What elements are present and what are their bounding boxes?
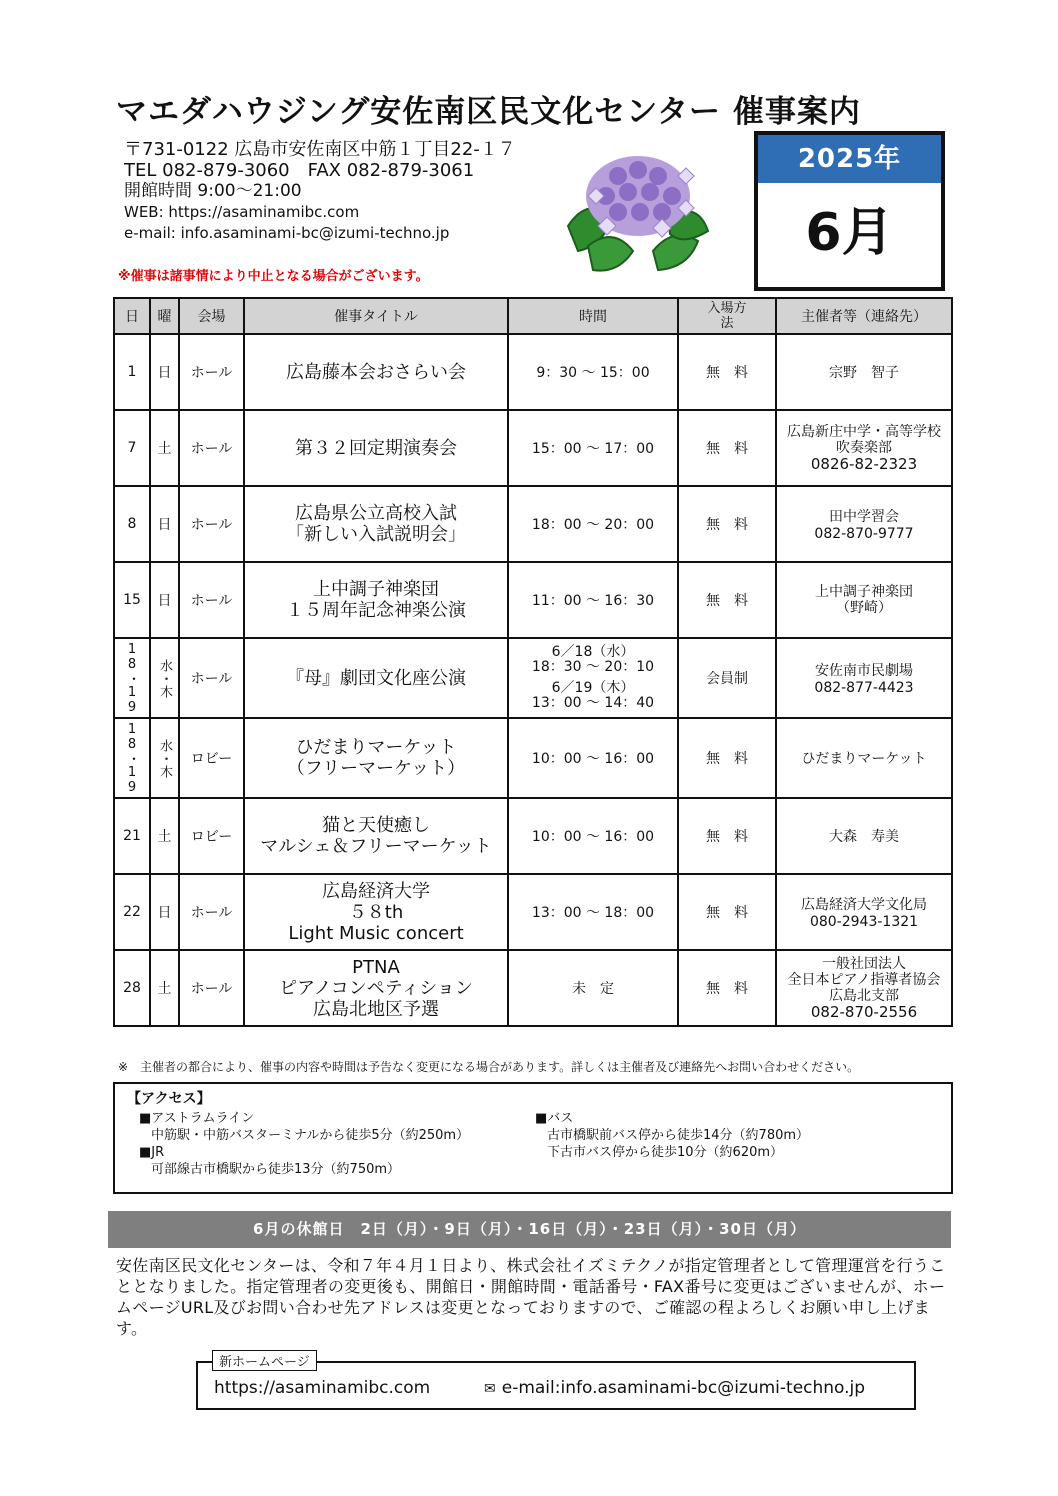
- cell-time: 11：00 〜 16：30: [508, 562, 678, 638]
- cell-time: 10：00 〜 16：00: [508, 798, 678, 874]
- website: WEB: https://asaminamibc.com: [124, 203, 360, 221]
- header-day: 日: [114, 298, 150, 334]
- header-venue: 会場: [179, 298, 244, 334]
- organizer-line: （野崎）: [836, 600, 892, 616]
- cell-time: 13：00 〜 18：00: [508, 874, 678, 950]
- title-line: 広島県公立高校入試: [295, 503, 457, 524]
- table-row: [114, 486, 952, 562]
- cell-day: 18・19: [114, 718, 150, 798]
- cell-day: 22: [114, 874, 150, 950]
- organizer-line: 広島経済大学文化局: [801, 897, 927, 913]
- cell-weekday: 日: [150, 334, 179, 410]
- table-row: [114, 638, 952, 718]
- astram-label: ■アストラムライン: [139, 1111, 255, 1126]
- table-row: [114, 874, 952, 950]
- cell-entry: 無 料: [678, 798, 776, 874]
- table-row: [114, 798, 952, 874]
- homepage-email[interactable]: [484, 1378, 865, 1398]
- table-row: [114, 334, 952, 410]
- cell-title: [244, 562, 508, 638]
- cell-time: 10：00 〜 16：00: [508, 718, 678, 798]
- cell-day: 1: [114, 334, 150, 410]
- cell-organizer: [776, 486, 952, 562]
- cell-time: 15：00 〜 17：00: [508, 410, 678, 486]
- header-entry: [678, 298, 776, 334]
- cell-day: 7: [114, 410, 150, 486]
- cell-title: 第３２回定期演奏会: [244, 410, 508, 486]
- header-entry-label: 入場方法: [707, 301, 747, 331]
- cell-venue: ホール: [179, 334, 244, 410]
- table-row: [114, 718, 952, 798]
- cell-organizer: [776, 950, 952, 1026]
- cell-organizer: [776, 410, 952, 486]
- title-line: マルシェ＆フリーマーケット: [260, 836, 492, 857]
- jr-text: 可部線古市橋駅から徒歩13分（約750m）: [151, 1162, 401, 1177]
- jr-label: ■JR: [139, 1145, 165, 1160]
- management-notice: 安佐南区民文化センターは、令和７年４月１日より、株式会社イズミテクノが指定管理者として管理運営を行うこととなりました。指定管理者の変更後も、開館日・開館時間・電話番号・FAX番号に変更はございませんが、ホームページURL及びお問い合わせ先アドレスは変更となっておりますので、ご確認の程よろしくお願い申し上げます。: [116, 1256, 946, 1338]
- organizer-phone: 082-870-9777: [814, 526, 914, 542]
- access-rail: [139, 1110, 469, 1178]
- cell-venue: ホール: [179, 410, 244, 486]
- tel-fax: TEL 082-879-3060 FAX 082-879-3061: [124, 160, 475, 181]
- cell-weekday: 土: [150, 950, 179, 1026]
- cell-weekday: 水・木: [150, 718, 179, 798]
- table-row: [114, 950, 952, 1026]
- cell-day: 8: [114, 486, 150, 562]
- title-line: PTNA: [352, 956, 400, 978]
- organizer-line: 上中調子神楽団: [815, 584, 913, 600]
- organizer-line: 全日本ピアノ指導者協会: [787, 972, 941, 988]
- organizer-line: 吹奏楽部: [836, 440, 892, 456]
- cell-title: [244, 874, 508, 950]
- title-line: 上中調子神楽団: [313, 579, 439, 600]
- cell-weekday: 日: [150, 486, 179, 562]
- cell-weekday: 水・木: [150, 638, 179, 718]
- cell-venue: ロビー: [179, 798, 244, 874]
- cell-organizer: 大森 寿美: [776, 798, 952, 874]
- homepage-label: 新ホームページ: [212, 1350, 317, 1371]
- cell-venue: ロビー: [179, 718, 244, 798]
- title-line: ５８th: [348, 901, 404, 923]
- cell-title: [244, 486, 508, 562]
- calendar-month: 6月: [805, 203, 894, 263]
- opening-hours: 開館時間 9:00〜21:00: [124, 181, 302, 201]
- table-header: [114, 298, 952, 334]
- cell-organizer: [776, 874, 952, 950]
- table-row: [114, 562, 952, 638]
- page-title: マエダハウジング安佐南区民文化センター 催事案内: [116, 94, 861, 130]
- cell-time: 9：30 〜 15：00: [508, 334, 678, 410]
- address: 〒731-0122 広島市安佐南区中筋１丁目22-１７: [124, 139, 516, 160]
- cell-venue: ホール: [179, 486, 244, 562]
- cell-entry: 無 料: [678, 950, 776, 1026]
- title-line: 広島経済大学: [322, 880, 430, 902]
- homepage-url[interactable]: https://asaminamibc.com: [214, 1378, 431, 1398]
- cell-venue: ホール: [179, 950, 244, 1026]
- cell-entry: 無 料: [678, 718, 776, 798]
- cell-weekday: 土: [150, 410, 179, 486]
- cell-day: 15: [114, 562, 150, 638]
- time-line: 18：30 〜 20：10: [531, 659, 655, 675]
- cell-day: 21: [114, 798, 150, 874]
- time-line: 6／19（木）: [551, 680, 635, 696]
- cell-title: [244, 798, 508, 874]
- cell-entry: 無 料: [678, 410, 776, 486]
- title-line: 猫と天使癒し: [322, 815, 430, 836]
- cell-weekday: 日: [150, 874, 179, 950]
- title-line: ピアノコンペティション: [279, 977, 473, 999]
- access-box: [113, 1082, 953, 1194]
- cell-day: 18・19: [114, 638, 150, 718]
- cell-organizer: [776, 562, 952, 638]
- calendar-badge: [754, 131, 945, 291]
- organizer-line: 田中学習会: [829, 509, 899, 525]
- organizer-phone: 080-2943-1321: [809, 914, 919, 930]
- cell-entry: 無 料: [678, 874, 776, 950]
- organizer-line: 一般社団法人: [822, 956, 906, 972]
- header-organizer: 主催者等（連絡先）: [776, 298, 952, 334]
- cell-day: 28: [114, 950, 150, 1026]
- contact-info: [124, 139, 516, 244]
- cell-organizer: 宗野 智子: [776, 334, 952, 410]
- header-title: 催事タイトル: [244, 298, 508, 334]
- cell-entry: 無 料: [678, 562, 776, 638]
- header-weekday: 曜: [150, 298, 179, 334]
- cell-title: 広島藤本会おさらい会: [244, 334, 508, 410]
- new-homepage-box: [196, 1355, 916, 1410]
- organizer-line: 安佐南市民劇場: [815, 663, 913, 679]
- organizer-line: 広島北支部: [829, 988, 899, 1004]
- cell-time: [508, 638, 678, 718]
- header-time: 時間: [508, 298, 678, 334]
- time-line: 13：00 〜 14：40: [531, 695, 655, 711]
- cell-venue: ホール: [179, 562, 244, 638]
- access-bus: [535, 1110, 809, 1161]
- astram-text: 中筋駅・中筋バスターミナルから徒歩5分（約250m）: [151, 1128, 470, 1143]
- cell-venue: ホール: [179, 874, 244, 950]
- cell-title: [244, 950, 508, 1026]
- cancellation-warning: ※催事は諸事情により中止となる場合がございます。: [118, 269, 429, 284]
- bus-text: 下古市バス停から徒歩10分（約620m）: [547, 1145, 784, 1160]
- bus-text: 古市橋駅前バス停から徒歩14分（約780m）: [547, 1128, 810, 1143]
- email: e-mail: info.asaminami-bc@izumi-techno.jp: [124, 224, 450, 242]
- title-line: Light Music concert: [288, 922, 464, 944]
- organizer-phone: 082-870-2556: [810, 1003, 918, 1021]
- organizer-phone: 082-877-4423: [814, 680, 914, 696]
- title-line: 広島北地区予選: [313, 998, 439, 1020]
- cell-entry: 無 料: [678, 334, 776, 410]
- organizer-line: 広島新庄中学・高等学校: [787, 424, 941, 440]
- cell-time: 未 定: [508, 950, 678, 1026]
- cell-weekday: 日: [150, 562, 179, 638]
- access-heading: 【アクセス】: [127, 1091, 211, 1107]
- cell-title: 『母』劇団文化座公演: [244, 638, 508, 718]
- organizer-phone: 0826-82-2323: [810, 455, 918, 473]
- time-line: 6／18（水）: [551, 644, 635, 660]
- cell-title: [244, 718, 508, 798]
- cell-venue: ホール: [179, 638, 244, 718]
- hydrangea-illustration: [558, 146, 718, 280]
- title-line: １５周年記念神楽公演: [286, 600, 466, 621]
- closed-days-banner: 6月の休館日 2日（月）・9日（月）・16日（月）・23日（月）・30日（月）: [108, 1211, 951, 1248]
- cell-entry: 会員制: [678, 638, 776, 718]
- bus-label: ■バス: [535, 1111, 574, 1126]
- title-line: （フリーマーケット）: [286, 758, 466, 779]
- title-line: ひだまりマーケット: [295, 737, 457, 758]
- cell-organizer: ひだまりマーケット: [776, 718, 952, 798]
- cell-time: 18：00 〜 20：00: [508, 486, 678, 562]
- disclaimer-note: ※ 主催者の都合により、催事の内容や時間は予告なく変更になる場合があります。詳しくは主催者及び連絡先へお問い合わせください。: [118, 1060, 860, 1074]
- table-row: [114, 410, 952, 486]
- cell-entry: 無 料: [678, 486, 776, 562]
- homepage-email-text: e-mail:info.asaminami-bc@izumi-techno.jp: [501, 1378, 866, 1398]
- cell-weekday: 土: [150, 798, 179, 874]
- calendar-year: 2025年: [758, 135, 941, 183]
- events-table: [113, 297, 953, 1027]
- title-line: 「新しい入試説明会」: [286, 524, 466, 545]
- cell-organizer: [776, 638, 952, 718]
- mail-icon: ✉: [484, 1381, 496, 1397]
